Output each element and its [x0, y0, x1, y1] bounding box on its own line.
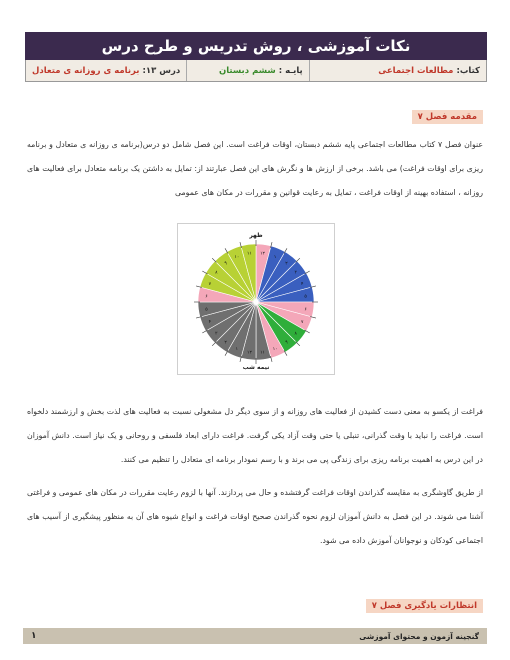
pie-tick-label: ۱۰ [234, 254, 240, 260]
body-paragraph-2: فراغت از یکسو به معنی دست کشیدن از فعالیت های روزانه و از سوی دیگر دل مشغولی نسبت به فعالیت های لذت بخش و ارزشمند دلخواه است. فراغت را نباید با وقت گذرانی، تنبلی یا حتی وقت آزاد یکی گرفت. فراغت دارای ابعاد فلسفی و روحانی و یک نیاز است. دانش آموزان در این درس به اهمیت برنامه ریزی برای زندگی پی می برند و با رسم نمودار برنامه ای متعادل را تنظیم می کنند. [27, 407, 483, 464]
footer-publisher: گنجینه آزمون و محتوای آموزشی [359, 631, 479, 641]
grade-label: پایـه : [278, 65, 303, 76]
pie-tick-label: ۱ [235, 347, 239, 353]
pie-tick-label: ۸ [294, 331, 297, 337]
chart-top-label: ظهر [249, 232, 263, 239]
pie-tick-label: ۹ [285, 340, 288, 346]
intro-heading-text: مقدمه فصل [425, 112, 477, 122]
pie-tick-label: ۴ [208, 320, 212, 326]
page-title [25, 32, 487, 60]
pie-tick-label: ۴ [300, 281, 304, 287]
intro-heading-number: ۷ [417, 112, 423, 122]
pie-tick-label: ۳ [215, 331, 218, 337]
page-number: ۱ [31, 631, 37, 641]
pie-tick-label: ۵ [304, 294, 307, 300]
intro-paragraph: عنوان فصل ۷ کتاب مطالعات اجتماعی پایه ششم دبستان، اوقات فراغت است. این فصل شامل دو درس(برنامه ی روزانه ی متعادل و برنامه ریزی برای اوقات فراغت) می باشد. برخی از ارزش ها و نگرش های این فصل عبارتند از: تمایل به داشتن یک برنامه متعادل برای فعالیت های روزانه ، استفاده بهینه از اوقات فراغت ، تمایل به رعایت قوانین و مقررات در مکان های عمومی [27, 140, 483, 197]
objectives-heading-number: ۷ [371, 601, 377, 611]
pie-tick-label: ۱۲ [260, 251, 265, 257]
daily-schedule-chart [177, 223, 335, 375]
lesson-info-table [25, 60, 487, 82]
pie-tick-label: ۱۲ [247, 350, 252, 356]
pie-chart-svg [178, 224, 334, 374]
pie-tick-label: ۷ [208, 281, 212, 287]
objectives-section-heading [366, 599, 483, 613]
pie-tick-label: ۳ [294, 270, 297, 276]
pie-tick-label: ۲ [285, 261, 288, 267]
body-paragraph-3: از طریق گاوشگری به مقایسه گذراندن اوقات فراغت گرفتشده و حال می پردازند. آنها با لزوم رعایت مقررات در مکان های عمومی و فراغتی آشنا می شوند. در این فصل به دانش آموزان لزوم نحوه گذراندن صحیح اوقات فراغت و انواع شیوه های آن به منظور پیشگیری از آسیب های اجتماعی کودکان و نوجوانان آموزش داده می شود. [27, 488, 483, 545]
pie-tick-label: ۸ [215, 270, 218, 276]
pie-tick-label: ۱ [273, 254, 277, 260]
pie-tick-label: ۶ [205, 294, 208, 300]
page-footer [23, 628, 487, 644]
book-value: مطالعات اجتماعی [378, 65, 454, 76]
pie-tick-label: ۲ [224, 340, 227, 346]
pie-tick-label: ۱۱ [247, 251, 252, 257]
lesson-value: برنامه ی روزانه ی متعادل [32, 65, 140, 76]
pie-tick-label: ۱۰ [272, 347, 278, 353]
chart-bottom-label: نیمه شب [242, 364, 270, 371]
pie-tick-label: ۵ [205, 307, 208, 313]
book-label: کتاب: [456, 65, 480, 76]
pie-tick-label: ۷ [300, 320, 304, 326]
pie-tick-label: ۶ [304, 307, 307, 313]
grade-value: ششم دبستان [218, 65, 276, 76]
lesson-label: درس ۱۳: [142, 65, 181, 76]
intro-section-heading [412, 110, 483, 124]
objectives-heading-text: انتظارات یادگیری فصل [379, 601, 477, 611]
pie-tick-label: ۹ [224, 261, 227, 267]
pie-tick-label: ۱۱ [260, 350, 265, 356]
book-cell [309, 60, 486, 81]
lesson-cell [26, 60, 186, 81]
grade-cell [186, 60, 309, 81]
page-title-text: نکات آموزشی ، روش تدریس و طرح درس [101, 37, 411, 55]
